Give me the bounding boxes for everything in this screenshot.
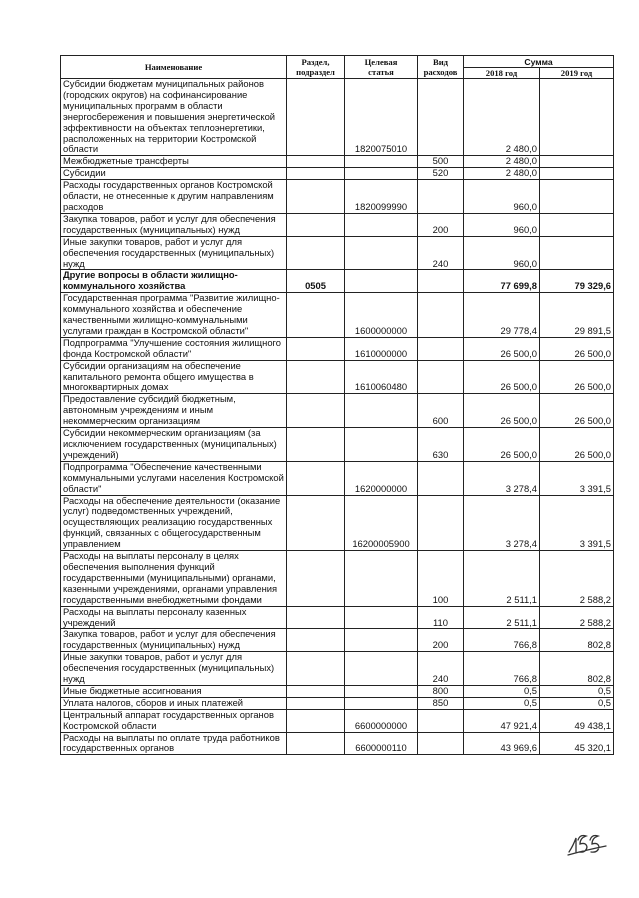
row-name-cell: Уплата налогов, сборов и иных платежей xyxy=(61,697,287,709)
row-target-cell: 1820075010 xyxy=(345,79,418,156)
row-2019-cell: 802,8 xyxy=(540,652,614,686)
row-name-cell: Центральный аппарат государственных органов Костромской области xyxy=(61,709,287,732)
row-name-cell: Субсидии организациям на обеспечение капитального ремонта общего имущества в многоквартирных домах xyxy=(61,360,287,394)
row-2018-cell: 0,5 xyxy=(464,685,540,697)
table-row xyxy=(61,685,614,697)
table-row xyxy=(61,270,614,293)
row-2019-cell: 26 500,0 xyxy=(540,428,614,462)
row-type-cell xyxy=(418,709,464,732)
row-2019-cell: 79 329,6 xyxy=(540,270,614,293)
row-target-cell xyxy=(345,606,418,629)
table-row xyxy=(61,337,614,360)
row-target-cell xyxy=(345,652,418,686)
row-section-cell xyxy=(287,629,345,652)
row-type-cell: 520 xyxy=(418,168,464,180)
table-row xyxy=(61,697,614,709)
handwritten-page-number xyxy=(566,830,612,858)
row-target-cell: 1610000000 xyxy=(345,337,418,360)
row-2018-cell: 960,0 xyxy=(464,236,540,270)
row-target-cell: 1610060480 xyxy=(345,360,418,394)
row-name-cell: Межбюджетные трансферты xyxy=(61,156,287,168)
header-year-2019: 2019 год xyxy=(540,68,614,79)
row-name-cell: Другие вопросы в области жилищно-коммунального хозяйства xyxy=(61,270,287,293)
header-sum: Сумма xyxy=(464,56,614,68)
row-section-cell xyxy=(287,709,345,732)
row-section-cell xyxy=(287,394,345,428)
table-row xyxy=(61,360,614,394)
row-name-cell: Субсидии бюджетам муниципальных районов (городских округов) на софинансирование муниципальных программ в области энергосбережения и повышения энергетической эффективности на объектах теплоэнергетики, расположенных на территории Костромской области xyxy=(61,79,287,156)
row-name-cell: Государственная программа "Развитие жилищно-коммунального хозяйства и обеспечение качественными жилищно-коммунальными услугами граждан в Костромской области" xyxy=(61,293,287,338)
row-section-cell xyxy=(287,293,345,338)
row-section-cell xyxy=(287,652,345,686)
row-2019-cell: 49 438,1 xyxy=(540,709,614,732)
row-2019-cell xyxy=(540,79,614,156)
table-row xyxy=(61,732,614,755)
row-section-cell xyxy=(287,213,345,236)
row-2019-cell xyxy=(540,180,614,214)
table-row xyxy=(61,168,614,180)
row-2019-cell: 2 588,2 xyxy=(540,606,614,629)
row-2018-cell: 29 778,4 xyxy=(464,293,540,338)
table-row xyxy=(61,156,614,168)
row-2018-cell: 26 500,0 xyxy=(464,428,540,462)
row-type-cell: 240 xyxy=(418,652,464,686)
row-2018-cell: 766,8 xyxy=(464,652,540,686)
row-target-cell xyxy=(345,697,418,709)
row-type-cell: 500 xyxy=(418,156,464,168)
row-type-cell xyxy=(418,360,464,394)
table-row xyxy=(61,428,614,462)
budget-table xyxy=(60,55,614,755)
row-section-cell xyxy=(287,551,345,607)
row-2018-cell: 0,5 xyxy=(464,697,540,709)
row-name-cell: Иные бюджетные ассигнования xyxy=(61,685,287,697)
row-type-cell: 100 xyxy=(418,551,464,607)
row-type-cell xyxy=(418,732,464,755)
row-2018-cell: 26 500,0 xyxy=(464,394,540,428)
table-row xyxy=(61,293,614,338)
row-2018-cell: 3 278,4 xyxy=(464,461,540,495)
table-row xyxy=(61,629,614,652)
row-2019-cell: 26 500,0 xyxy=(540,394,614,428)
table-row xyxy=(61,79,614,156)
row-name-cell: Субсидии xyxy=(61,168,287,180)
row-section-cell xyxy=(287,606,345,629)
row-2018-cell: 2 480,0 xyxy=(464,168,540,180)
row-target-cell xyxy=(345,428,418,462)
row-section-cell xyxy=(287,428,345,462)
row-name-cell: Закупка товаров, работ и услуг для обеспечения государственных (муниципальных) нужд xyxy=(61,629,287,652)
row-target-cell xyxy=(345,168,418,180)
row-section-cell xyxy=(287,495,345,551)
row-target-cell: 16200005900 xyxy=(345,495,418,551)
row-2018-cell: 2 480,0 xyxy=(464,156,540,168)
row-target-cell xyxy=(345,629,418,652)
row-name-cell: Подпрограмма "Обеспечение качественными коммунальными услугами населения Костромской области" xyxy=(61,461,287,495)
row-2018-cell: 2 511,1 xyxy=(464,551,540,607)
row-target-cell: 1600000000 xyxy=(345,293,418,338)
row-type-cell: 800 xyxy=(418,685,464,697)
table-body xyxy=(61,79,614,755)
table-row xyxy=(61,709,614,732)
row-2019-cell: 2 588,2 xyxy=(540,551,614,607)
row-name-cell: Иные закупки товаров, работ и услуг для обеспечения государственных (муниципальных) нужд xyxy=(61,236,287,270)
row-target-cell xyxy=(345,394,418,428)
row-type-cell xyxy=(418,180,464,214)
row-section-cell xyxy=(287,180,345,214)
page-number-signature xyxy=(566,830,612,858)
row-2019-cell: 45 320,1 xyxy=(540,732,614,755)
row-type-cell xyxy=(418,461,464,495)
row-type-cell xyxy=(418,495,464,551)
row-2018-cell: 3 278,4 xyxy=(464,495,540,551)
row-section-cell xyxy=(287,79,345,156)
row-2018-cell: 26 500,0 xyxy=(464,337,540,360)
row-2019-cell: 26 500,0 xyxy=(540,360,614,394)
row-type-cell xyxy=(418,293,464,338)
row-section-cell xyxy=(287,685,345,697)
row-name-cell: Иные закупки товаров, работ и услуг для обеспечения государственных (муниципальных) нужд xyxy=(61,652,287,686)
table-row xyxy=(61,551,614,607)
row-2018-cell: 77 699,8 xyxy=(464,270,540,293)
row-target-cell: 1820099990 xyxy=(345,180,418,214)
row-2018-cell: 960,0 xyxy=(464,180,540,214)
row-section-cell xyxy=(287,360,345,394)
table-row xyxy=(61,652,614,686)
row-type-cell xyxy=(418,337,464,360)
row-target-cell xyxy=(345,551,418,607)
row-2018-cell: 960,0 xyxy=(464,213,540,236)
row-type-cell: 110 xyxy=(418,606,464,629)
row-2019-cell: 3 391,5 xyxy=(540,461,614,495)
row-2018-cell: 47 921,4 xyxy=(464,709,540,732)
row-name-cell: Предоставление субсидий бюджетным, автономным учреждениям и иным некоммерческим организациям xyxy=(61,394,287,428)
row-2018-cell: 766,8 xyxy=(464,629,540,652)
table-row xyxy=(61,495,614,551)
row-2019-cell: 26 500,0 xyxy=(540,337,614,360)
row-type-cell xyxy=(418,79,464,156)
header-target: Целевая статья xyxy=(345,56,418,79)
row-type-cell: 200 xyxy=(418,629,464,652)
table-row xyxy=(61,394,614,428)
table-row xyxy=(61,213,614,236)
header-name: Наименование xyxy=(61,56,287,79)
row-type-cell: 240 xyxy=(418,236,464,270)
row-2019-cell: 3 391,5 xyxy=(540,495,614,551)
row-type-cell: 850 xyxy=(418,697,464,709)
row-2018-cell: 2 511,1 xyxy=(464,606,540,629)
row-name-cell: Расходы на обеспечение деятельности (оказание услуг) подведомственных учреждений, осуществляющих реализацию государственных функций, связанных с общегосударственным управлением xyxy=(61,495,287,551)
row-2019-cell: 802,8 xyxy=(540,629,614,652)
row-name-cell: Расходы на выплаты по оплате труда работников государственных органов xyxy=(61,732,287,755)
row-2018-cell: 43 969,6 xyxy=(464,732,540,755)
row-type-cell: 630 xyxy=(418,428,464,462)
row-name-cell: Субсидии некоммерческим организациям (за исключением государственных (муниципальных) учреждений) xyxy=(61,428,287,462)
row-section-cell xyxy=(287,337,345,360)
row-2019-cell xyxy=(540,156,614,168)
row-type-cell: 200 xyxy=(418,213,464,236)
table-row xyxy=(61,606,614,629)
row-2019-cell xyxy=(540,168,614,180)
row-name-cell: Подпрограмма "Улучшение состояния жилищного фонда Костромской области" xyxy=(61,337,287,360)
row-target-cell xyxy=(345,270,418,293)
row-2019-cell xyxy=(540,213,614,236)
row-target-cell xyxy=(345,685,418,697)
header-year-2018: 2018 год xyxy=(464,68,540,79)
row-2018-cell: 26 500,0 xyxy=(464,360,540,394)
row-section-cell xyxy=(287,697,345,709)
table-header xyxy=(61,56,614,79)
row-name-cell: Расходы на выплаты персоналу казенных учреждений xyxy=(61,606,287,629)
row-section-cell xyxy=(287,461,345,495)
row-target-cell xyxy=(345,236,418,270)
row-section-cell xyxy=(287,168,345,180)
row-name-cell: Расходы государственных органов Костромской области, не отнесенные к другим направлениям расходов xyxy=(61,180,287,214)
row-2019-cell xyxy=(540,236,614,270)
row-section-cell xyxy=(287,732,345,755)
row-section-cell xyxy=(287,236,345,270)
table-row xyxy=(61,180,614,214)
row-target-cell xyxy=(345,156,418,168)
header-section: Раздел, подраздел xyxy=(287,56,345,79)
row-2019-cell: 0,5 xyxy=(540,685,614,697)
row-2019-cell: 0,5 xyxy=(540,697,614,709)
row-name-cell: Закупка товаров, работ и услуг для обеспечения государственных (муниципальных) нужд xyxy=(61,213,287,236)
row-section-cell xyxy=(287,156,345,168)
row-target-cell: 1620000000 xyxy=(345,461,418,495)
row-2019-cell: 29 891,5 xyxy=(540,293,614,338)
row-target-cell xyxy=(345,213,418,236)
table-row xyxy=(61,236,614,270)
row-target-cell: 6600000000 xyxy=(345,709,418,732)
row-target-cell: 6600000110 xyxy=(345,732,418,755)
table-row xyxy=(61,461,614,495)
row-type-cell: 600 xyxy=(418,394,464,428)
row-section-cell: 0505 xyxy=(287,270,345,293)
row-name-cell: Расходы на выплаты персоналу в целях обеспечения выполнения функций государственными (муниципальными) органами, казенными учреждениями, органами управления государственными внебюджетными фондами xyxy=(61,551,287,607)
row-2018-cell: 2 480,0 xyxy=(464,79,540,156)
row-type-cell xyxy=(418,270,464,293)
header-type: Вид расходов xyxy=(418,56,464,79)
